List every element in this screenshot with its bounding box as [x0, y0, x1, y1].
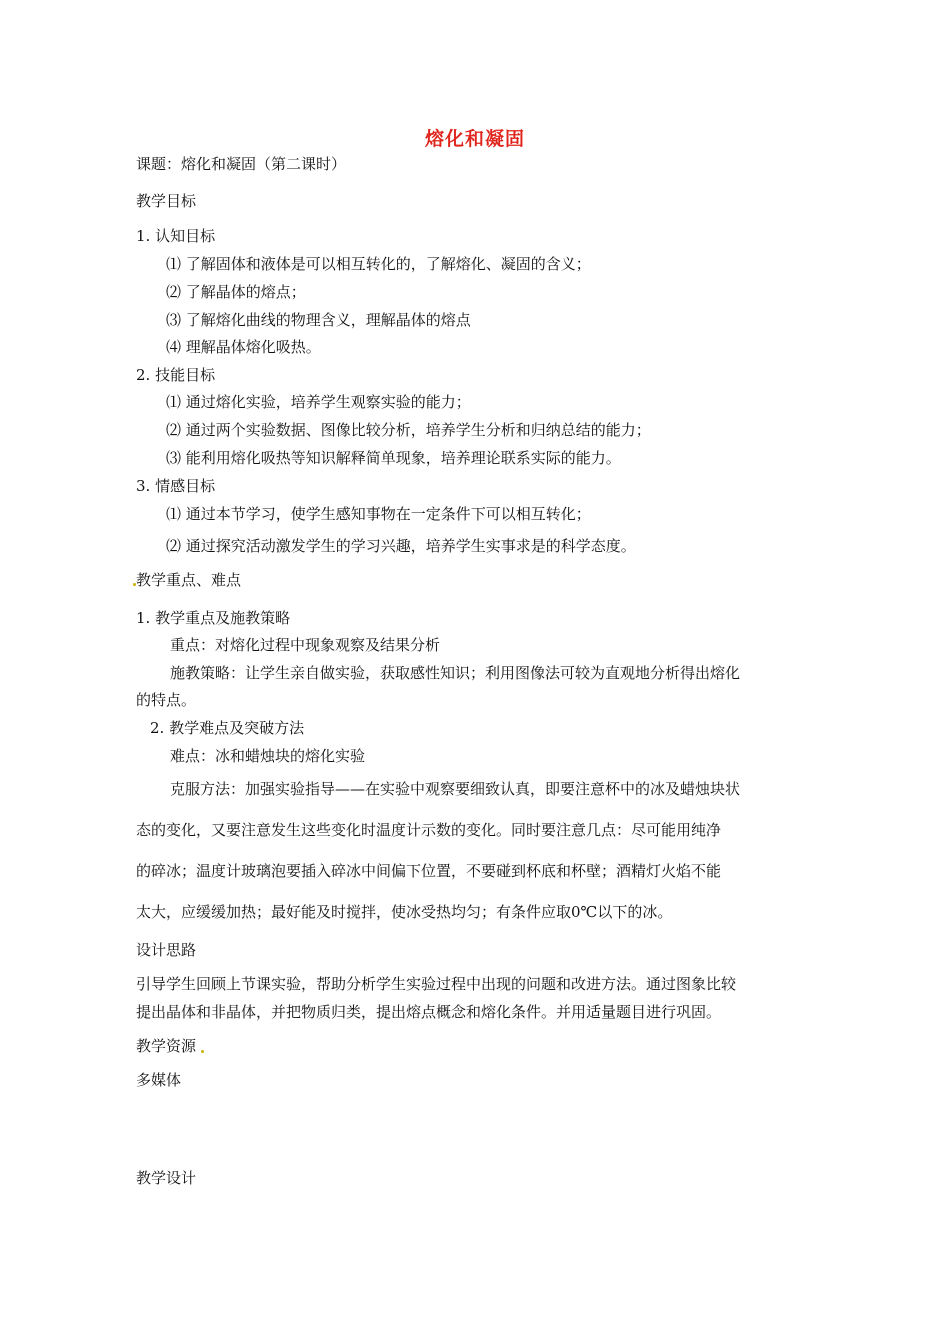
skill-item-3: ⑶ 能利用熔化吸热等知识解释简单现象，培养理论联系实际的能力。 [166, 449, 621, 467]
editor-mark [133, 583, 136, 586]
focus-text: 重点：对熔化过程中现象观察及结果分析 [170, 636, 441, 654]
method-line-4: 太大，应缓缓加热；最好能及时搅拌，使冰受热均匀；有条件应取0℃以下的冰。 [136, 903, 673, 921]
design-line-1: 引导学生回顾上节课实验，帮助分析学生实验过程中出现的问题和改进方法。通过图象比较 [136, 975, 737, 993]
method-line-1: 克服方法：加强实验指导——在实验中观察要细致认真，即要注意杯中的冰及蜡烛块状 [170, 780, 741, 798]
cognitive-heading: 1. 认知目标 [136, 227, 216, 245]
difficulty-heading: 2. 教学难点及突破方法 [150, 719, 305, 737]
skill-item-2: ⑵ 通过两个实验数据、图像比较分析，培养学生分析和归纳总结的能力； [166, 421, 651, 439]
difficulty-text: 难点：冰和蜡烛块的熔化实验 [170, 747, 366, 765]
objectives-heading: 教学目标 [136, 192, 197, 210]
focus-heading: 1. 教学重点及施教策略 [136, 609, 291, 627]
cognitive-item-2: ⑵ 了解晶体的熔点； [166, 283, 306, 301]
emotion-item-2: ⑵ 通过探究活动激发学生的学习兴趣，培养学生实事求是的科学态度。 [166, 537, 636, 555]
teaching-design-heading: 教学设计 [136, 1169, 197, 1187]
emotion-heading: 3. 情感目标 [136, 477, 216, 495]
design-line-2: 提出晶体和非晶体，并把物质归类，提出熔点概念和熔化条件。并用适量题目进行巩固。 [136, 1003, 722, 1021]
cognitive-item-1: ⑴ 了解固体和液体是可以相互转化的，了解熔化、凝固的含义； [166, 255, 591, 273]
strategy-line-2: 的特点。 [136, 691, 197, 709]
skill-heading: 2. 技能目标 [136, 366, 216, 384]
strategy-line-1: 施教策略：让学生亲自做实验，获取感性知识；利用图像法可较为直观地分析得出熔化 [170, 664, 741, 682]
editor-mark [201, 1050, 204, 1053]
cognitive-item-3: ⑶ 了解熔化曲线的物理含义，理解晶体的熔点 [166, 311, 471, 329]
resources-value: 多媒体 [136, 1071, 182, 1089]
document-title: 熔化和凝固 [424, 128, 525, 150]
method-line-2: 态的变化，又要注意发生这些变化时温度计示数的变化。同时要注意几点：尽可能用纯净 [136, 821, 722, 839]
keypoints-heading: 教学重点、难点 [136, 571, 242, 589]
design-heading: 设计思路 [136, 941, 197, 959]
lesson-topic: 课题：熔化和凝固（第二课时） [136, 155, 347, 173]
method-line-3: 的碎冰；温度计玻璃泡要插入碎冰中间偏下位置，不要碰到杯底和杯壁；酒精灯火焰不能 [136, 862, 722, 880]
resources-heading: 教学资源 [136, 1037, 197, 1055]
emotion-item-1: ⑴ 通过本节学习，使学生感知事物在一定条件下可以相互转化； [166, 505, 591, 523]
skill-item-1: ⑴ 通过熔化实验，培养学生观察实验的能力； [166, 393, 471, 411]
cognitive-item-4: ⑷ 理解晶体熔化吸热。 [166, 338, 321, 356]
